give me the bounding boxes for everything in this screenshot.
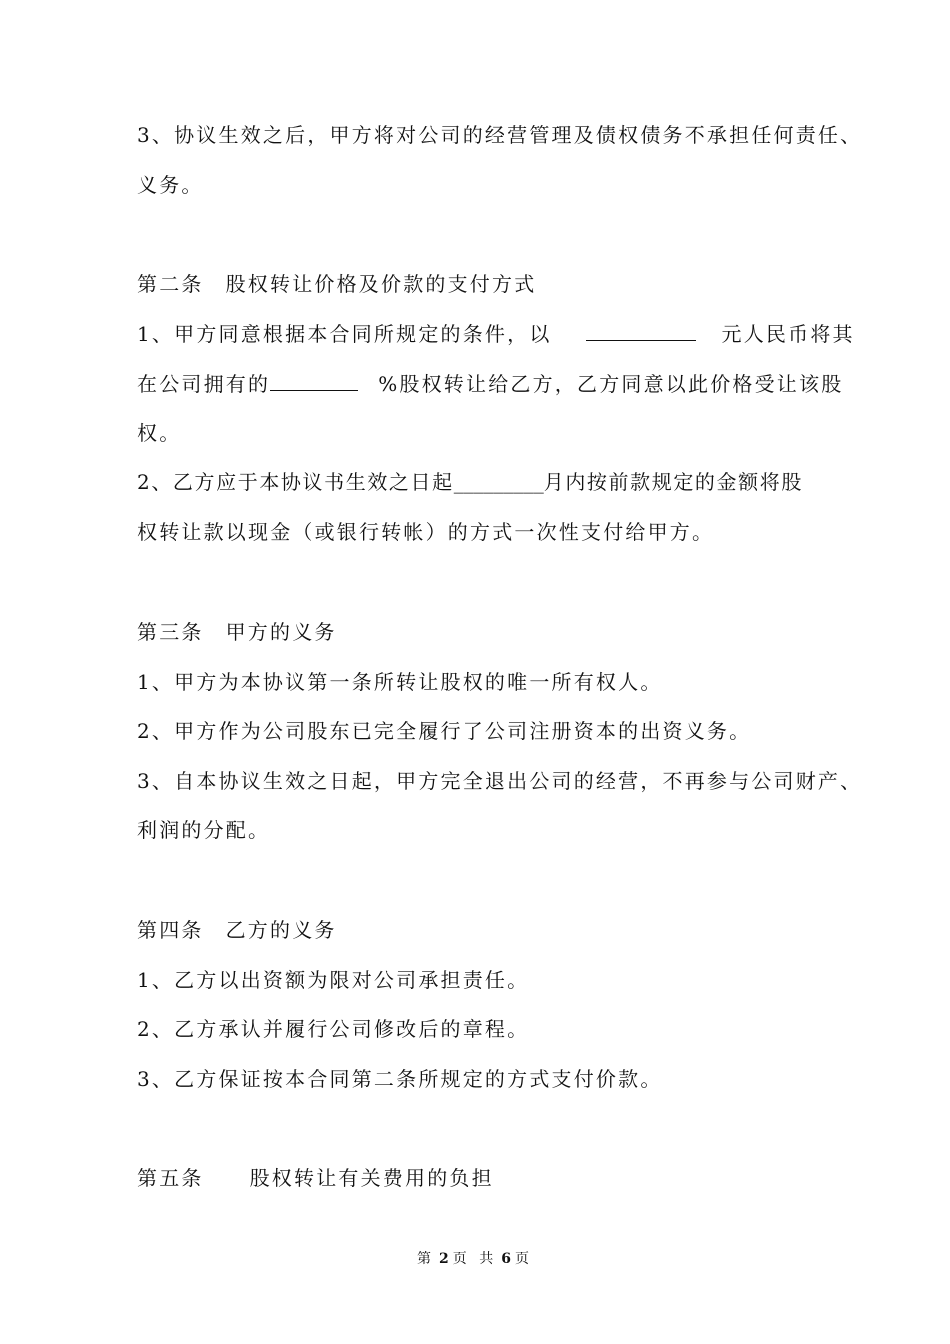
footer-text: 页 共: [452, 1251, 498, 1267]
text: 2、乙方承认并履行公司修改后的章程。: [137, 1017, 530, 1041]
paragraph-line: [137, 320, 855, 348]
paragraph-line: [137, 171, 837, 199]
text: %股权转让给乙方，乙方同意以此价格受让该股: [378, 372, 844, 396]
article-4-heading: [137, 916, 837, 944]
article-number: 第三条: [137, 620, 204, 644]
text: 在公司拥有的: [137, 372, 271, 396]
text: 3、乙方保证按本合同第二条所规定的方式支付价款。: [137, 1067, 663, 1091]
paragraph-line: [137, 966, 837, 994]
text: 3、自本协议生效之日起，甲方完全退出公司的经营，不再参与公司财产、: [137, 769, 863, 793]
paragraph-line: [137, 370, 844, 398]
article-3-heading: [137, 618, 837, 646]
text: 1、甲方为本协议第一条所转让股权的唯一所有权人。: [137, 670, 663, 694]
article-title: 股权转让有关费用的负担: [249, 1166, 494, 1190]
text: 1、甲方同意根据本合同所规定的条件，以: [137, 322, 552, 346]
paragraph-line: [137, 1015, 837, 1043]
amount-blank: [586, 320, 696, 341]
total-page-number: 6: [501, 1251, 511, 1267]
article-number: 第四条: [137, 918, 204, 942]
text: 2、乙方应于本协议书生效之日起: [137, 470, 454, 494]
paragraph-line: [137, 668, 837, 696]
text: 权。: [137, 421, 182, 445]
article-2-heading: [137, 270, 837, 298]
text: 2、甲方作为公司股东已完全履行了公司注册资本的出资义务。: [137, 719, 752, 743]
text: 1、乙方以出资额为限对公司承担责任。: [137, 968, 530, 992]
paragraph-line: [137, 419, 837, 447]
article-title: 股权转让价格及价款的支付方式: [225, 272, 537, 296]
text: 义务。: [137, 173, 204, 197]
text: 元人民币将其: [721, 322, 855, 346]
footer-text: 第: [417, 1251, 436, 1267]
percent-blank: [270, 370, 358, 391]
paragraph-line: [137, 767, 863, 795]
article-number: 第五条: [137, 1166, 204, 1190]
article-5-heading: [137, 1164, 837, 1192]
article-title: 甲方的义务: [225, 620, 337, 644]
current-page-number: 2: [439, 1251, 449, 1267]
text: 利润的分配。: [137, 818, 271, 842]
months-blank: _________: [453, 470, 544, 494]
paragraph-line: [137, 121, 863, 149]
paragraph-line: [137, 518, 837, 546]
text: 3、协议生效之后，甲方将对公司的经营管理及债权债务不承担任何责任、: [137, 123, 863, 147]
text: 月内按前款规定的金额将股: [543, 470, 803, 494]
article-number: 第二条: [137, 272, 204, 296]
paragraph-line: [137, 468, 837, 496]
paragraph-line: [137, 717, 837, 745]
article-title: 乙方的义务: [225, 918, 337, 942]
paragraph-line: [137, 1065, 837, 1093]
page-footer: [0, 1248, 950, 1268]
footer-text: 页: [514, 1251, 533, 1267]
paragraph-line: [137, 816, 837, 844]
text: 权转让款以现金（或银行转帐）的方式一次性支付给甲方。: [137, 520, 715, 544]
